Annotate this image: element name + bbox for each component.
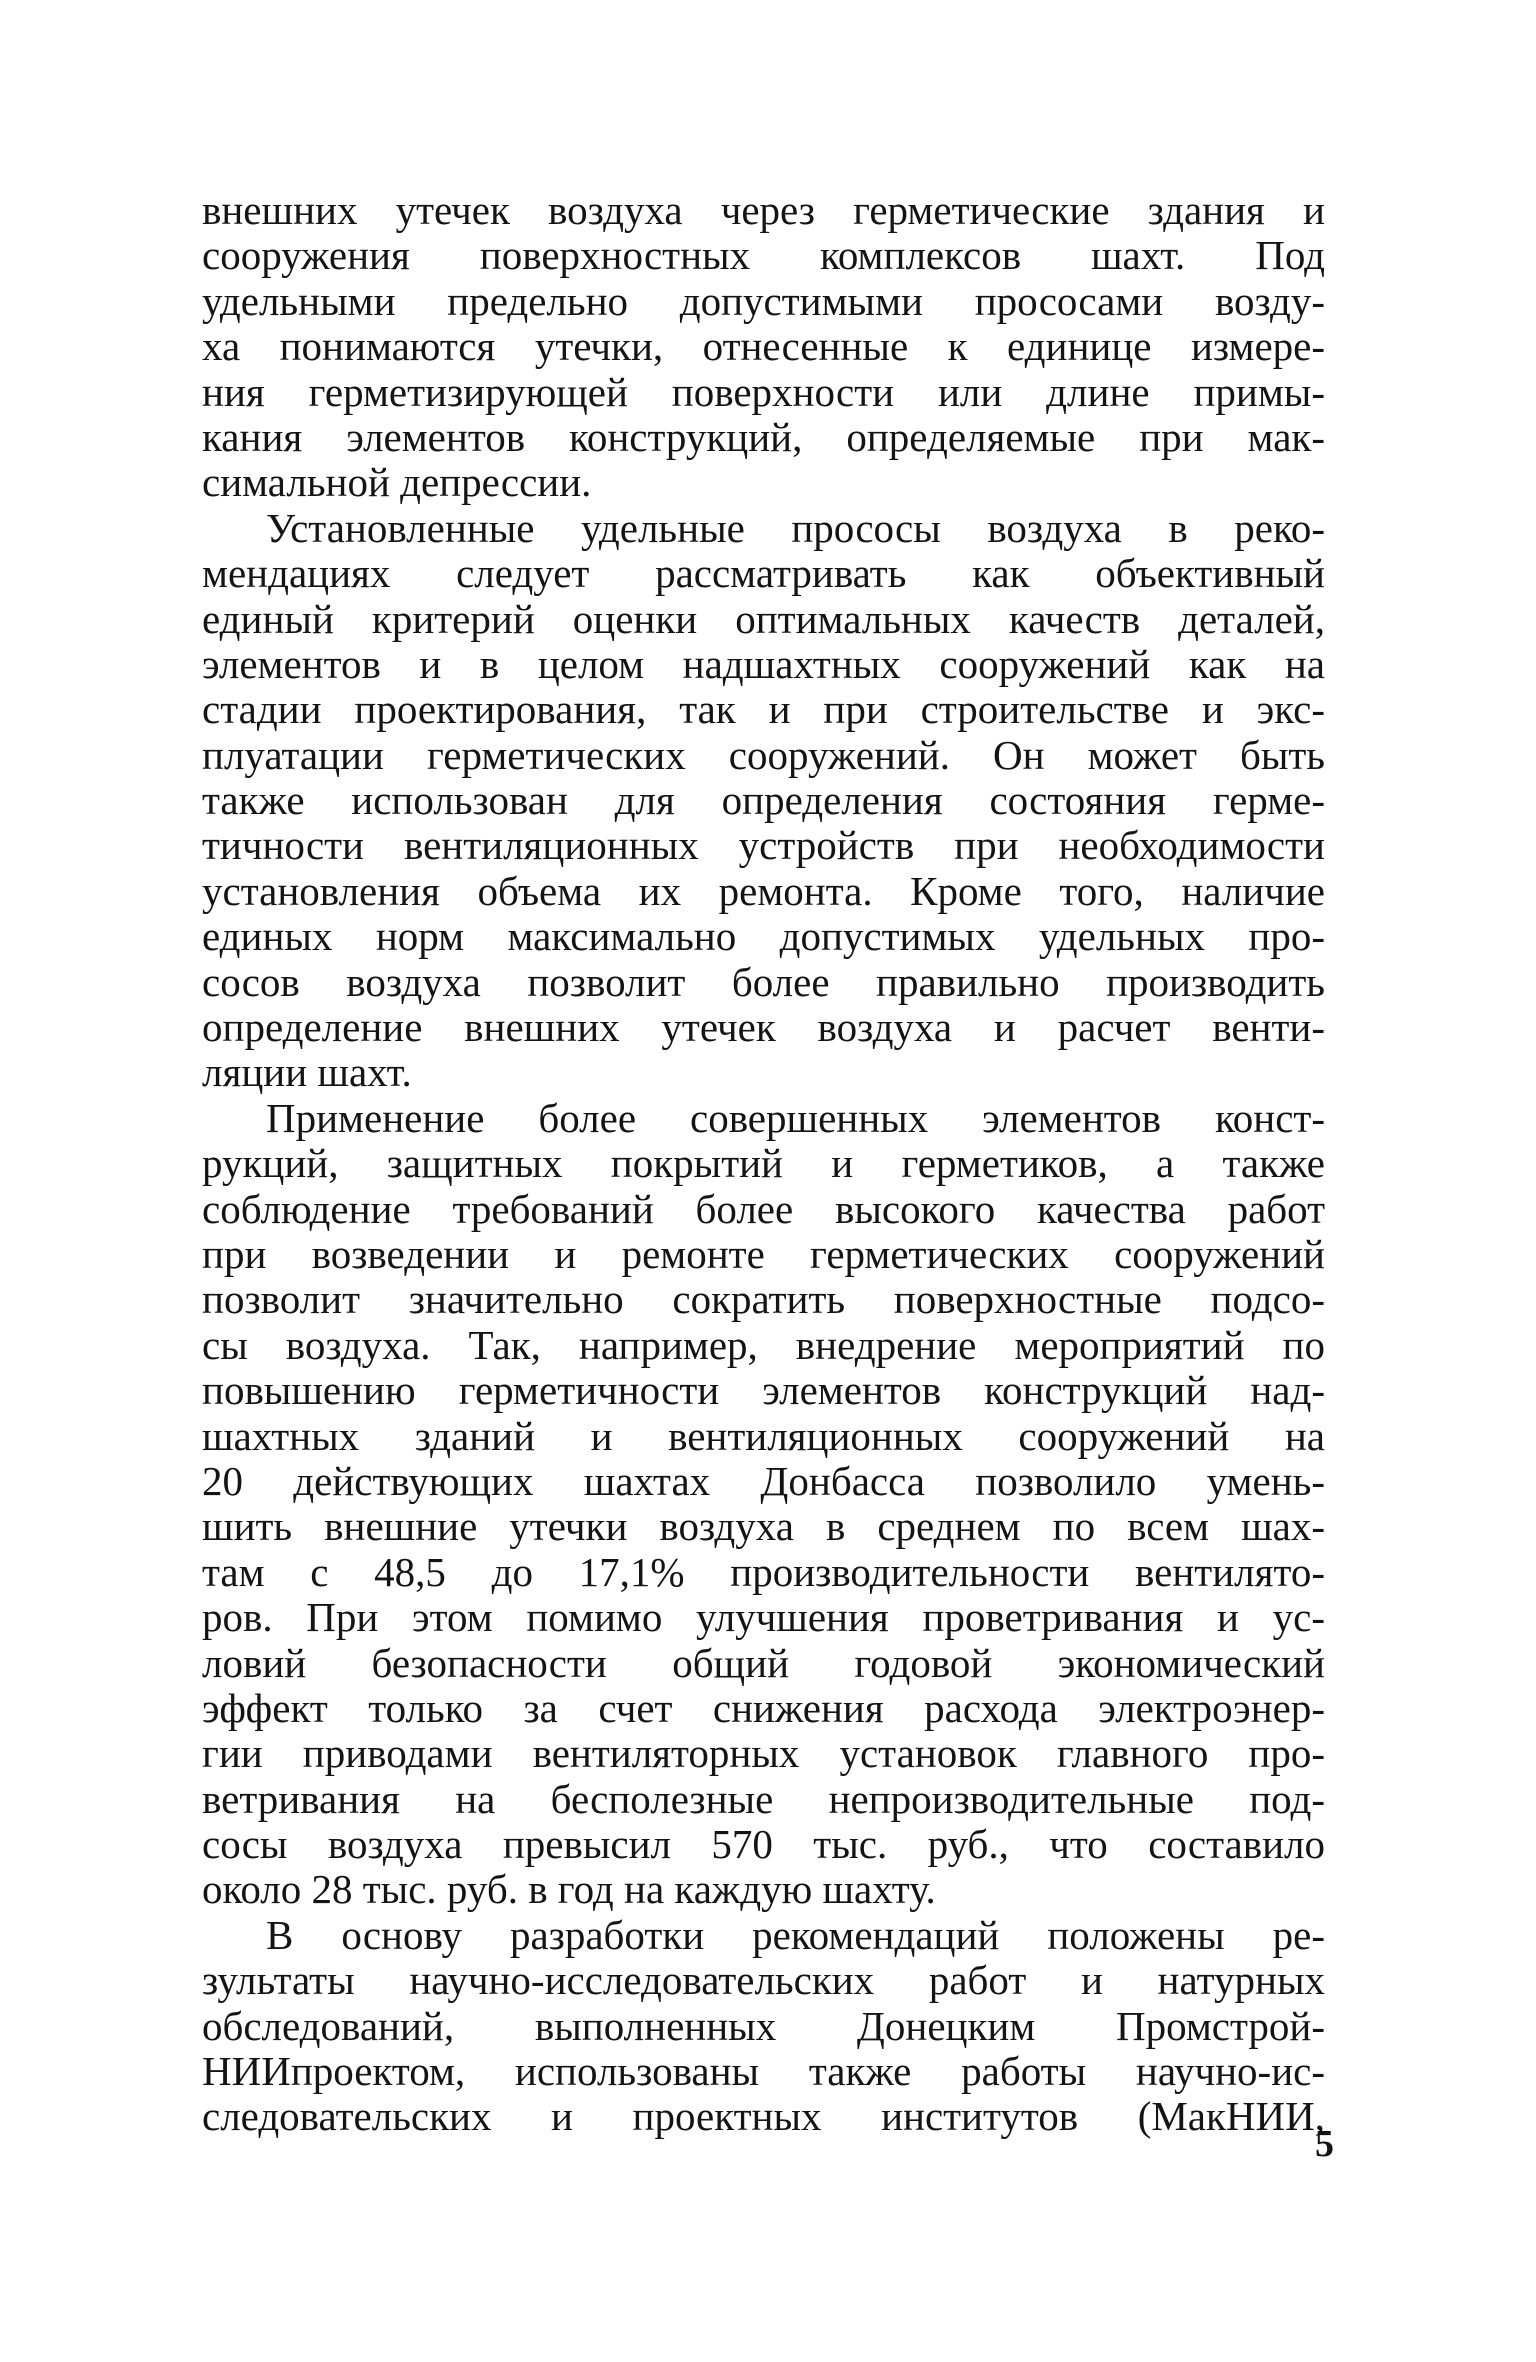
text-line: сооружения поверхностных комплексов шахт. Под bbox=[202, 232, 1325, 279]
text-line: стадии проектирования, так и при строительстве и экс- bbox=[202, 686, 1325, 733]
text-line: тичности вентиляционных устройств при необходимости bbox=[202, 822, 1325, 869]
text-line: гии приводами вентиляторных установок главного про- bbox=[202, 1730, 1325, 1777]
text-line: ха понимаются утечки, отнесенные к единице измере- bbox=[202, 323, 1325, 370]
text-line: зультаты научно-исследовательских работ и натурных bbox=[202, 1957, 1325, 2004]
text-line: ния герметизирующей поверхности или длине примы- bbox=[202, 368, 1325, 415]
text-line: определение внешних утечек воздуха и расчет венти- bbox=[202, 1004, 1325, 1051]
text-line: сосы воздуха превысил 570 тыс. руб., что составило bbox=[202, 1821, 1325, 1868]
text-line: Установленные удельные прососы воздуха в реко- bbox=[266, 504, 1325, 551]
text-line: плуатации герметических сооружений. Он может быть bbox=[202, 731, 1325, 778]
text-line: там с 48,5 до 17,1% производительности вентилято- bbox=[202, 1548, 1325, 1595]
text-line: ловий безопасности общий годовой экономический bbox=[202, 1639, 1325, 1686]
text-line: сы воздуха. Так, например, внедрение мероприятий по bbox=[202, 1321, 1325, 1368]
body-text bbox=[202, 188, 1325, 2140]
text-line: позволит значительно сократить поверхностные подсо- bbox=[202, 1276, 1325, 1323]
text-line: элементов и в целом надшахтных сооружений как на bbox=[202, 640, 1325, 687]
page-number: 5 bbox=[1315, 2123, 1334, 2165]
text-line: кания элементов конструкций, определяемые при мак- bbox=[202, 413, 1325, 460]
text-line: мендациях следует рассматривать как объективный bbox=[202, 550, 1325, 597]
text-line: ляции шахт. bbox=[202, 1049, 412, 1096]
text-line: обследований, выполненных Донецким Промстрой- bbox=[202, 2002, 1325, 2049]
text-line: В основу разработки рекомендаций положены ре- bbox=[266, 1911, 1325, 1958]
text-line: 20 действующих шахтах Донбасса позволило умень- bbox=[202, 1457, 1325, 1504]
text-line: сосов воздуха позволит более правильно производить bbox=[202, 958, 1325, 1005]
text-line: также использован для определения состояния герме- bbox=[202, 777, 1325, 824]
text-line: рукций, защитных покрытий и герметиков, а также bbox=[202, 1140, 1325, 1187]
text-line: НИИпроектом, использованы также работы научно-ис- bbox=[202, 2048, 1325, 2095]
text-line: внешних утечек воздуха через герметические здания и bbox=[202, 187, 1325, 233]
text-line: при возведении и ремонте герметических сооружений bbox=[202, 1230, 1325, 1277]
text-line: симальной депрессии. bbox=[202, 459, 592, 506]
text-line: единый критерий оценки оптимальных качеств деталей, bbox=[202, 595, 1325, 642]
text-line: ветривания на бесполезные непроизводительные под- bbox=[202, 1775, 1325, 1822]
text-line: установления объема их ремонта. Кроме того, наличие bbox=[202, 867, 1325, 914]
text-line: эффект только за счет снижения расхода электроэнер- bbox=[202, 1684, 1325, 1731]
text-line: единых норм максимально допустимых удельных про- bbox=[202, 913, 1325, 960]
text-line: Применение более совершенных элементов конст- bbox=[266, 1094, 1325, 1141]
text-line: повышению герметичности элементов конструкций над- bbox=[202, 1367, 1325, 1414]
text-line: ров. При этом помимо улучшения проветривания и ус- bbox=[202, 1594, 1325, 1641]
text-line: около 28 тыс. руб. в год на каждую шахту. bbox=[202, 1866, 936, 1913]
text-line: шахтных зданий и вентиляционных сооружений на bbox=[202, 1412, 1325, 1459]
text-line: шить внешние утечки воздуха в среднем по всем шах- bbox=[202, 1503, 1325, 1550]
text-line: соблюдение требований более высокого качества работ bbox=[202, 1185, 1325, 1232]
text-line: следовательских и проектных институтов (МакНИИ, bbox=[202, 2093, 1325, 2140]
text-line: удельными предельно допустимыми прососами возду- bbox=[202, 277, 1325, 324]
